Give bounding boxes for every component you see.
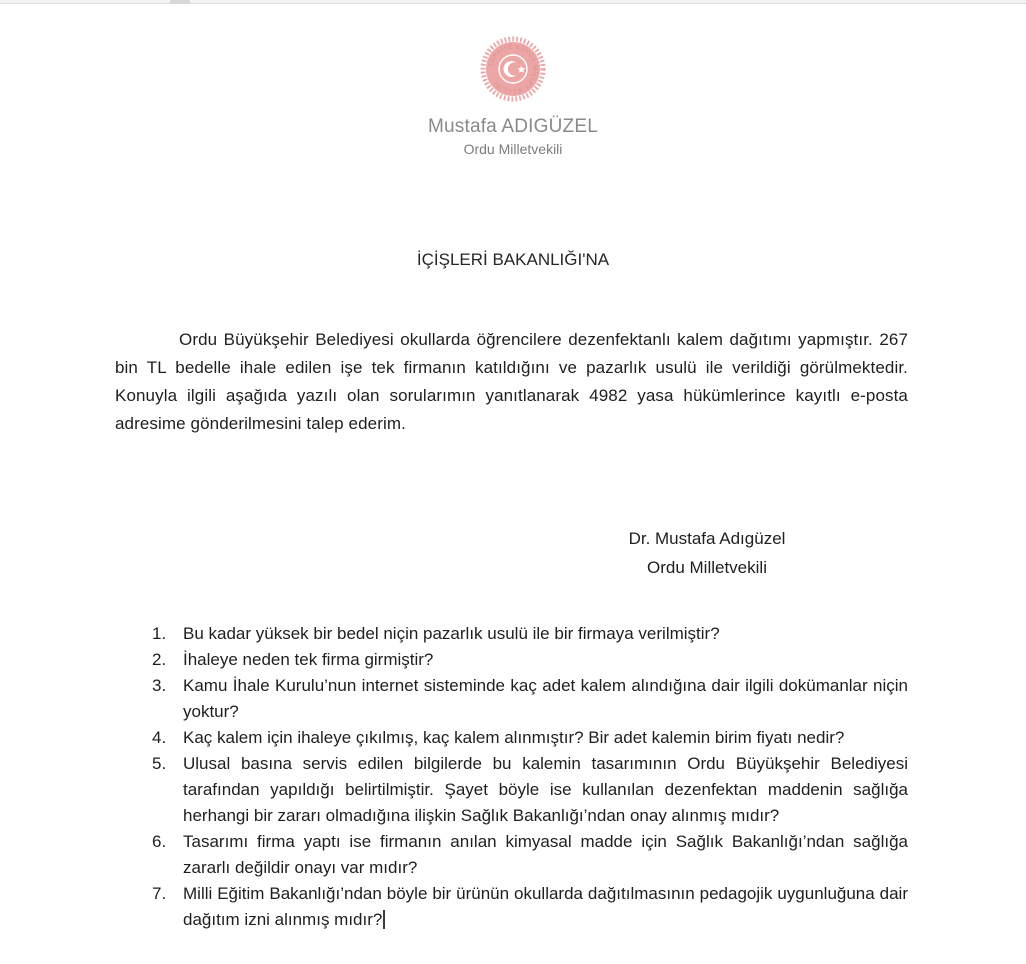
question-item-1[interactable]: [152, 621, 908, 647]
question-number: 2.: [152, 650, 167, 669]
seal-text: TÜRKİYE BÜYÜK MİLLET MECLİSİ: [488, 44, 538, 94]
question-item-3[interactable]: [152, 673, 908, 725]
letterhead-mp-role[interactable]: Ordu Milletvekili: [463, 141, 563, 157]
letter-body-paragraph[interactable]: Ordu Büyükşehir Belediyesi okullarda öğrencilere dezenfektanlı kalem dağıtımı yapmıştır. 267 bin TL bedelle ihale edilen işe tek firmanın katıldığını ve pazarlık usulü ile verildiği görülmektedir. Konuyla ilgili aşağıda yazılı olan sorularımın yanıtlanarak 4982 yasa hükümlerince kayıtlı e-posta adresime gönderilmesini talep ederim.: [115, 330, 908, 433]
window-chrome-strip: [0, 0, 1026, 4]
signature-block: [597, 524, 817, 582]
signature-name[interactable]: Dr. Mustafa Adıgüzel: [628, 529, 786, 548]
question-item-4[interactable]: [152, 725, 908, 751]
question-text[interactable]: Bu kadar yüksek bir bedel niçin pazarlık usulü ile bir firmaya verilmiştir?: [183, 624, 720, 643]
question-text[interactable]: Tasarımı firma yaptı ise firmanın anılan kimyasal madde için Sağlık Bakanlığı’ndan sağlığa zararlı değildir onayı var mıdır?: [183, 832, 908, 877]
tbmm-seal-icon[interactable]: [480, 36, 546, 102]
question-text[interactable]: Kamu İhale Kurulu’nun internet sisteminde kaç adet kalem alındığına dair ilgili dokümanlar niçin yoktur?: [183, 676, 908, 721]
letterhead: [0, 36, 1026, 157]
question-item-7[interactable]: [152, 881, 908, 933]
letter-title[interactable]: İÇİŞLERİ BAKANLIĞI'NA: [416, 250, 610, 269]
question-number: 1.: [152, 624, 167, 643]
question-number: 5.: [152, 754, 167, 773]
question-item-2[interactable]: [152, 647, 908, 673]
text-cursor: [383, 910, 385, 929]
question-number: 6.: [152, 832, 167, 851]
question-item-5[interactable]: [152, 751, 908, 829]
letterhead-mp-name[interactable]: Mustafa ADIGÜZEL: [427, 116, 599, 137]
question-text-content: Milli Eğitim Bakanlığı’ndan böyle bir ürünün okullarda dağıtılmasının pedagojik uygunluğuna dair dağıtım izni alınmış mıdır?: [183, 884, 908, 929]
question-item-6[interactable]: [152, 829, 908, 881]
question-number: 3.: [152, 676, 167, 695]
question-text[interactable]: Kaç kalem için ihaleye çıkılmış, kaç kalem alınmıştır? Bir adet kalemin birim fiyatı nedir?: [183, 728, 845, 747]
window-chrome-notch: [170, 0, 190, 4]
questions-list: [152, 621, 908, 933]
question-text[interactable]: İhaleye neden tek firma girmiştir?: [183, 650, 434, 669]
question-number: 7.: [152, 884, 167, 903]
question-number: 4.: [152, 728, 167, 747]
signature-role[interactable]: Ordu Milletvekili: [647, 558, 767, 577]
question-text[interactable]: [183, 881, 908, 933]
question-text[interactable]: Ulusal basına servis edilen bilgilerde bu kalemin tasarımının Ordu Büyükşehir Belediyesi tarafından yapıldığı belirtilmiştir. Şayet böyle ise kullanılan dezenfektan maddenin sağlığa herhangi bir zararı olmadığına ilişkin Sağlık Bakanlığı’ndan onay alınmış mıdır?: [183, 754, 908, 825]
